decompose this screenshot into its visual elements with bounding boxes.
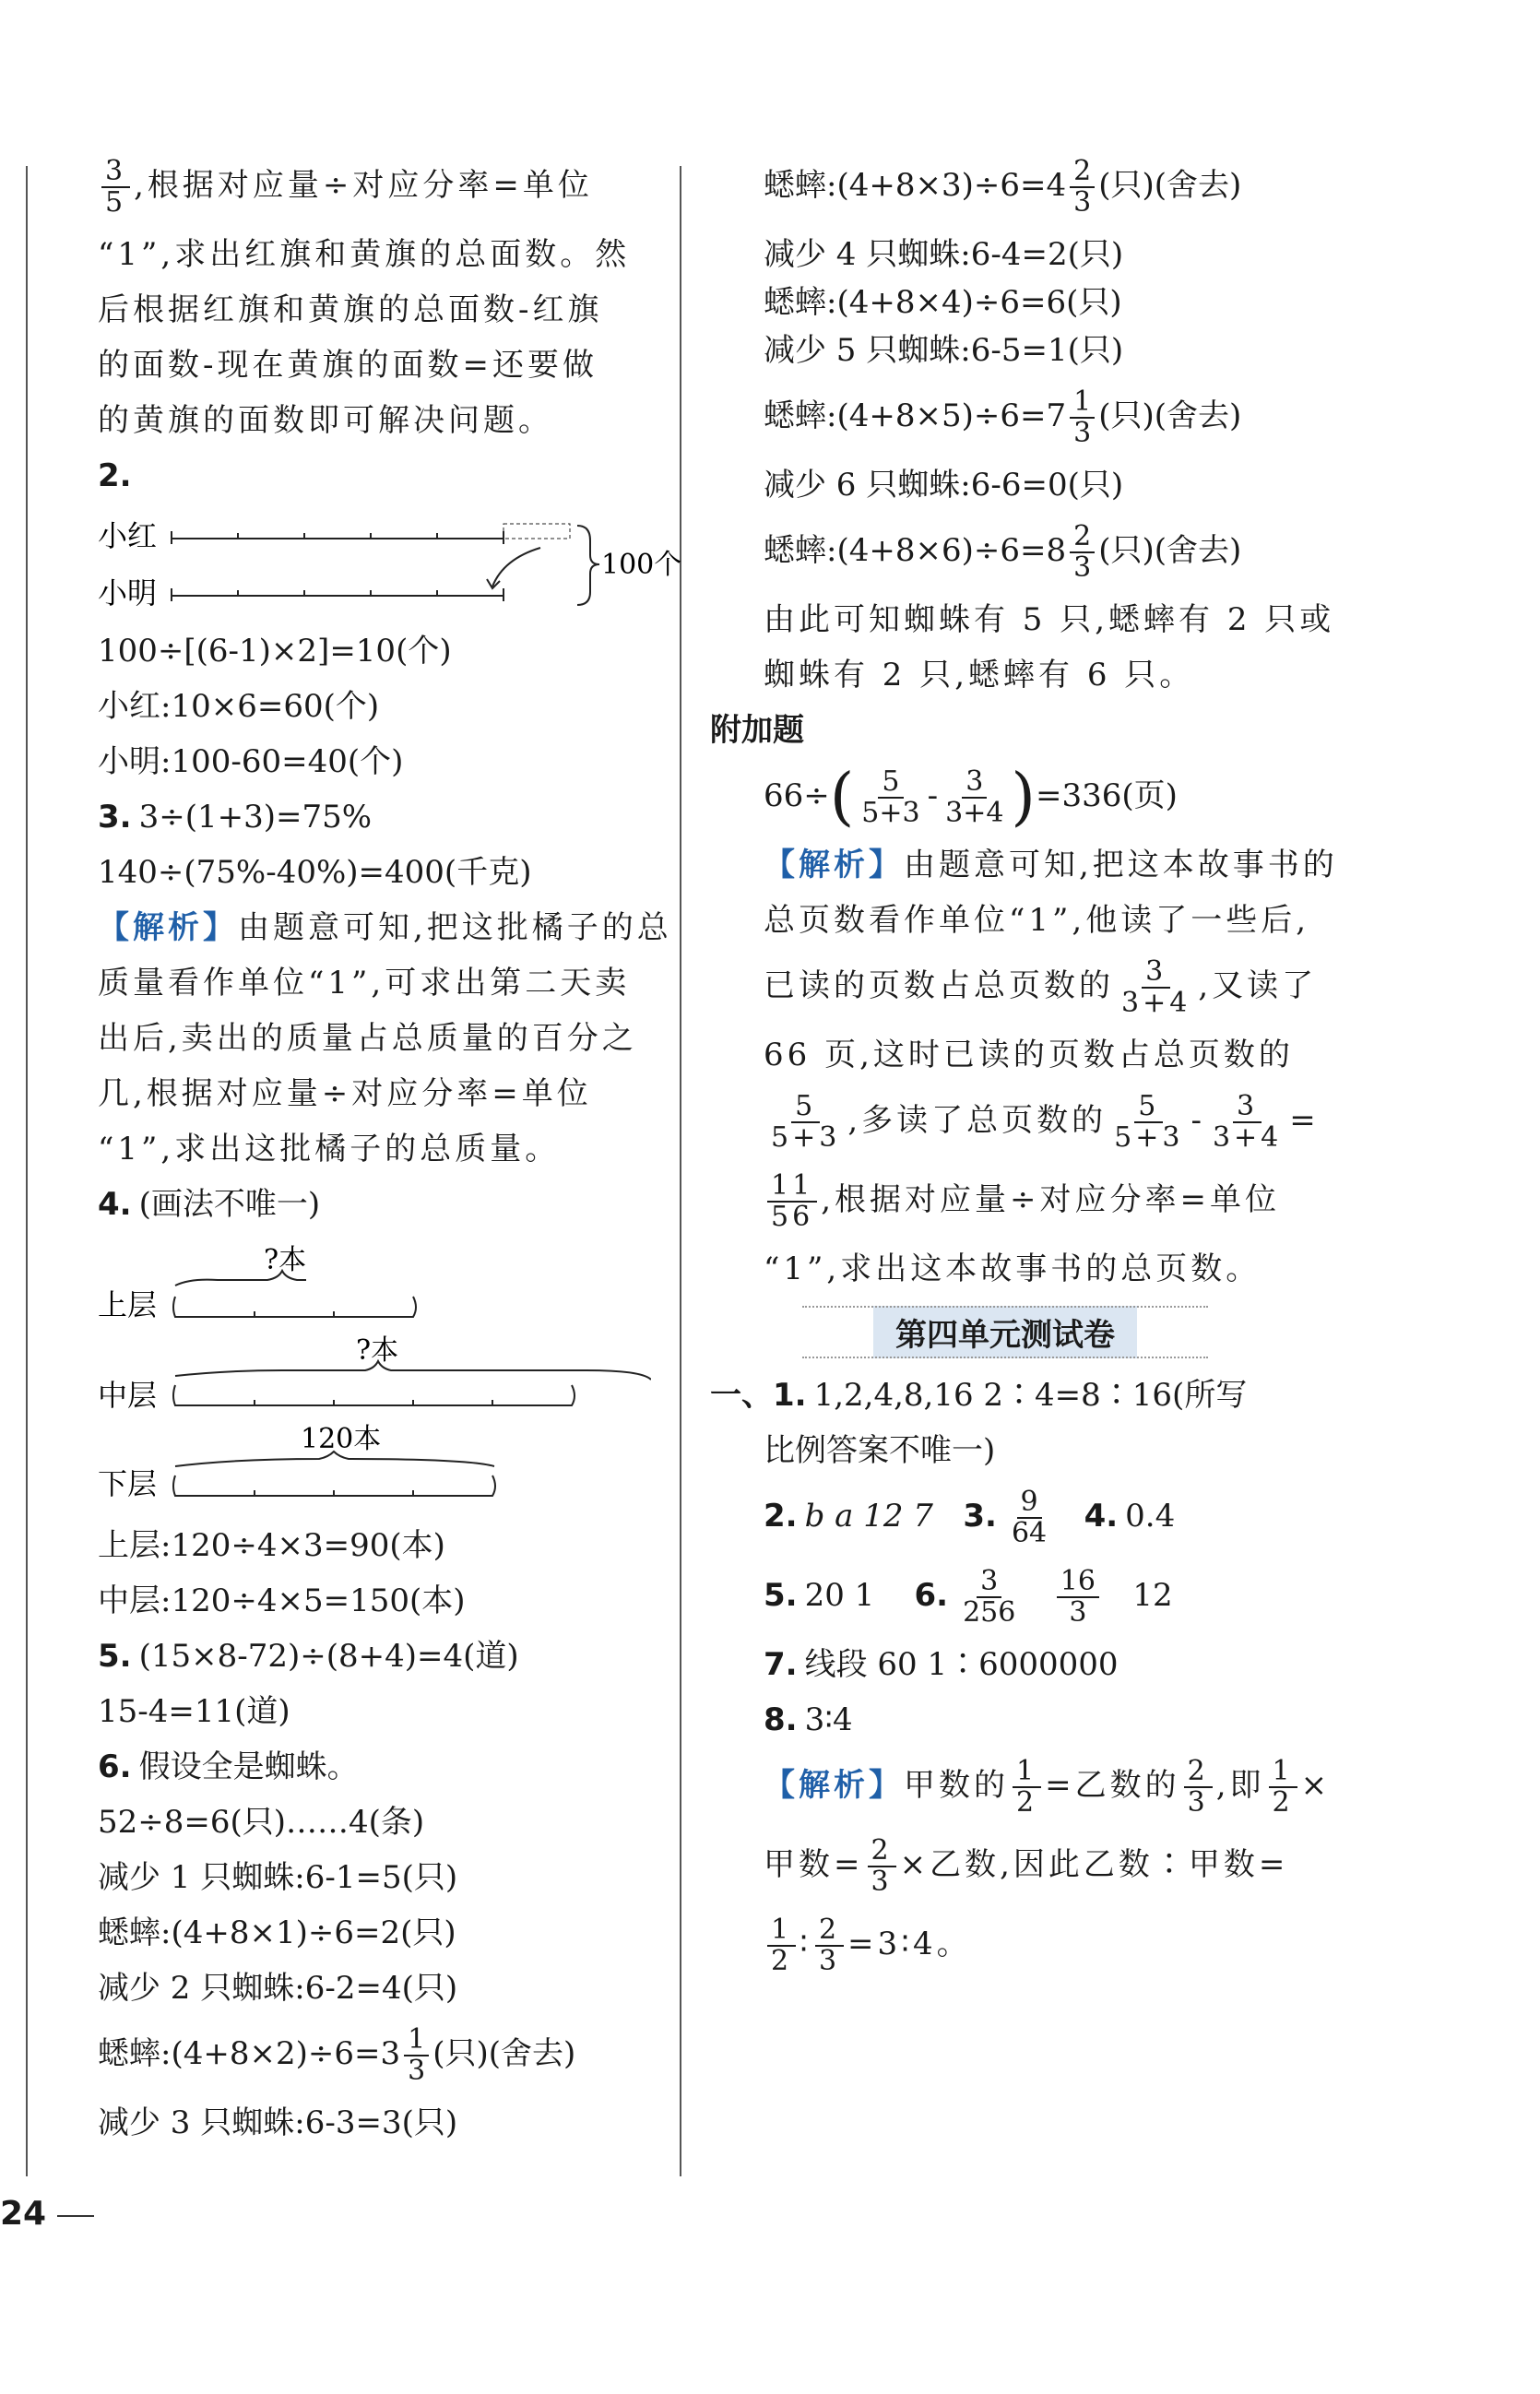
- fraction: $\frac{1}{3}$: [1070, 387, 1095, 448]
- text-line: 甲数= $\frac{2}{3}$ ×乙数,因此乙数∶甲数=: [764, 1834, 1289, 1898]
- text-line: 质量看作单位“1”,可求出第二天卖: [98, 965, 631, 1001]
- fraction: $\frac{1}{2}$: [1269, 1757, 1297, 1818]
- paren-close: ): [1011, 761, 1036, 834]
- text-line: $\frac{5}{5+3}$ ,多读了总页数的 $\frac{5}{5+3}$ - $\frac{3}{3+4}$ =: [710, 1092, 1328, 1153]
- label-mid: 中层: [98, 1378, 158, 1413]
- text-line: 蟋蟀:(4+8×4)÷6=6(只): [764, 284, 1122, 321]
- text-line: 减少 1 只蜘蛛:6-1=5(只): [98, 1859, 458, 1896]
- unit-test-title: 第四单元测试卷: [802, 1306, 1208, 1358]
- items-5-6: 5. 20 1 6. $\frac{3}{256}$ $\frac{16}{3}$ 12: [764, 1565, 1173, 1629]
- analysis-line: 【解析】由题意可知,把这本故事书的: [764, 847, 1338, 883]
- mid-shelf-bar: [173, 1385, 575, 1405]
- top-shelf-bar: [173, 1297, 416, 1317]
- text-line: 蟋蟀:(4+8×5)÷6=7 $\frac{1}{3}$ (只)(舍去): [764, 385, 1242, 449]
- text-line: 蟋蟀:(4+8×1)÷6=2(只): [98, 1914, 456, 1951]
- fraction: $\frac{9}{64}$: [1011, 1486, 1048, 1549]
- items-2-3-4: 2. b a 12 7 3. $\frac{9}{64}$ 4. 0.4: [764, 1486, 1176, 1549]
- mid-question: ?本: [356, 1334, 399, 1367]
- text-line: 后根据红旗和黄旗的总面数-红旗: [98, 291, 603, 328]
- text-line: 减少 5 只蜘蛛:6-5=1(只): [764, 332, 1124, 369]
- item-8: 8. 3∶4: [764, 1701, 853, 1738]
- text-line: 蜘蛛有 2 只,蟋蟀有 6 只。: [764, 657, 1195, 693]
- fraction: $\frac{16}{3}$: [1057, 1567, 1099, 1628]
- question-6: 6. 假设全是蜘蛛。: [98, 1748, 359, 1785]
- bottom-shelf-bar: [173, 1476, 495, 1496]
- fraction: $\frac{5}{5+3}$: [771, 1090, 841, 1154]
- label-xiaohong: 小红: [98, 518, 158, 553]
- question-4: 4. (画法不唯一): [98, 1186, 321, 1223]
- text-line: 总页数看作单位“1”,他读了一些后,: [764, 902, 1310, 939]
- fraction: $\frac{2}{3}$: [1070, 157, 1095, 218]
- fraction: $\frac{3}{3+4}$: [945, 765, 1004, 829]
- fraction: $\frac{3}{3+4}$: [1212, 1090, 1283, 1154]
- right-column: [710, 155, 1338, 1995]
- text-line: 减少 2 只蜘蛛:6-2=4(只): [98, 1970, 458, 2007]
- text-line: 减少 6 只蜘蛛:6-6=0(只): [764, 467, 1124, 504]
- text-line: 已读的页数占总页数的 $\frac{3}{3+4}$ ,又读了: [764, 955, 1318, 1019]
- text-line: 上层:120÷4×3=90(本): [98, 1527, 445, 1564]
- page-number-dash: [57, 2215, 94, 2217]
- fraction: $\frac{2}{3}$: [815, 1915, 844, 1976]
- text-line: 的面数-现在黄旗的面数=还要做: [98, 347, 598, 384]
- q2-line-diagram: [98, 513, 682, 614]
- analysis-tag: 【解析】: [98, 909, 238, 946]
- extra-formula: 66÷( $\frac{5}{5+3}$ - $\frac{3}{3+4}$ )=336(页): [764, 761, 1178, 834]
- fraction: $\frac{11}{56}$: [767, 1171, 817, 1232]
- text-line: 减少 3 只蜘蛛:6-3=3(只): [98, 2104, 458, 2141]
- fraction: $\frac{2}{3}$: [1184, 1757, 1213, 1818]
- fraction: $\frac{1}{2}$: [1013, 1757, 1041, 1818]
- text-line: 140÷(75%-40%)=400(千克): [98, 854, 532, 891]
- brace: [577, 526, 599, 605]
- bottom-total: 120本: [301, 1423, 382, 1455]
- arrow: [492, 548, 540, 587]
- label-xiaoming: 小明: [98, 575, 158, 610]
- fraction: $\frac{1}{3}$: [404, 2025, 429, 2086]
- question-3: 3. 3÷(1+3)=75%: [98, 799, 373, 836]
- text-line: “1”,求出这批橘子的总质量。: [98, 1131, 561, 1167]
- analysis-tag: 【解析】: [764, 847, 904, 883]
- text-line: 蟋蟀:(4+8×2)÷6=3 $\frac{1}{3}$ (只)(舍去): [98, 2023, 576, 2087]
- item-7: 7. 线段 60 1∶6000000: [764, 1646, 1119, 1683]
- question-2: 2.: [98, 457, 132, 494]
- text-line: 蟋蟀:(4+8×6)÷6=8 $\frac{2}{3}$ (只)(舍去): [764, 520, 1242, 584]
- fraction: $\frac{5}{5+3}$: [861, 765, 920, 829]
- text-line: 66 页,这时已读的页数占总页数的: [764, 1037, 1294, 1073]
- extra-question-title: 附加题: [710, 712, 804, 749]
- fraction: $\frac{2}{3}$: [868, 1836, 896, 1897]
- left-column: [98, 155, 682, 2160]
- page-number: 24: [0, 2195, 47, 2233]
- label-top: 上层: [98, 1287, 158, 1322]
- text-line: 100÷[(6-1)×2]=10(个): [98, 633, 452, 670]
- text-line: 的黄旗的面数即可解决问题。: [98, 402, 553, 439]
- text-line: 几,根据对应量÷对应分率=单位: [98, 1075, 592, 1112]
- text-line: “1”,求出红旗和黄旗的总面数。然: [98, 236, 631, 273]
- q4-diagram-svg: [98, 1241, 651, 1509]
- analysis-tag: 【解析】: [764, 1767, 904, 1804]
- text-line: “1”,求出这本故事书的总页数。: [764, 1250, 1262, 1287]
- text-line: $\frac{3}{5}$ ,根据对应量÷对应分率=单位: [98, 157, 660, 218]
- q4-bar-diagram: [98, 1241, 660, 1509]
- text-line: $\frac{11}{56}$ ,根据对应量÷对应分率=单位: [710, 1171, 1328, 1232]
- text-line: 减少 4 只蜘蛛:6-4=2(只): [764, 236, 1124, 273]
- text-line: 小红:10×6=60(个): [98, 688, 380, 725]
- label-bottom: 下层: [98, 1466, 158, 1501]
- analysis-line: 【解析】甲数的 $\frac{1}{2}$ =乙数的 $\frac{2}{3}$ ,即 $\frac{1}{2}$ ×: [764, 1755, 1332, 1819]
- fraction: $\frac{5}{5+3}$: [1114, 1090, 1184, 1154]
- fraction: $\frac{3}{3+4}$: [1121, 955, 1191, 1019]
- top-question: ?本: [264, 1244, 307, 1276]
- xiaohong-segment: [172, 524, 570, 544]
- brace-label: 100个: [601, 549, 682, 581]
- column-divider: [680, 166, 681, 2176]
- xiaoming-segment: [172, 588, 503, 601]
- fraction: $\frac{3}{256}$: [963, 1565, 1016, 1629]
- analysis-line: 【解析】由题意可知,把这批橘子的总: [98, 909, 672, 946]
- text-line: $\frac{1}{2}$ ∶ $\frac{2}{3}$ =3∶4。: [710, 1915, 1328, 1976]
- paren-open: (: [829, 761, 855, 834]
- fraction: $\frac{1}{2}$: [767, 1915, 796, 1976]
- fraction: $\frac{2}{3}$: [1070, 522, 1095, 583]
- text-line: 小明:100-60=40(个): [98, 743, 404, 780]
- text-line: 15-4=11(道): [98, 1693, 290, 1730]
- text-line: 由此可知蜘蛛有 5 只,蟋蟀有 2 只或: [764, 601, 1335, 638]
- text-line: 52÷8=6(只)……4(条): [98, 1804, 425, 1841]
- text-line: 中层:120÷4×5=150(本): [98, 1582, 466, 1619]
- text-line: 蟋蟀:(4+8×3)÷6=4 $\frac{2}{3}$ (只)(舍去): [764, 155, 1242, 219]
- left-margin-rule: [26, 166, 28, 2176]
- text-line: 出后,卖出的质量占总质量的百分之: [98, 1020, 637, 1057]
- fraction: $\frac{3}{5}$: [101, 157, 130, 218]
- q2-diagram-svg: [98, 513, 688, 614]
- section-1-item-1: 一、1. 1,2,4,8,16 2∶4=8∶16(所写: [710, 1377, 1248, 1414]
- text-line: 比例答案不唯一): [764, 1432, 996, 1469]
- question-5: 5. (15×8-72)÷(8+4)=4(道): [98, 1638, 519, 1675]
